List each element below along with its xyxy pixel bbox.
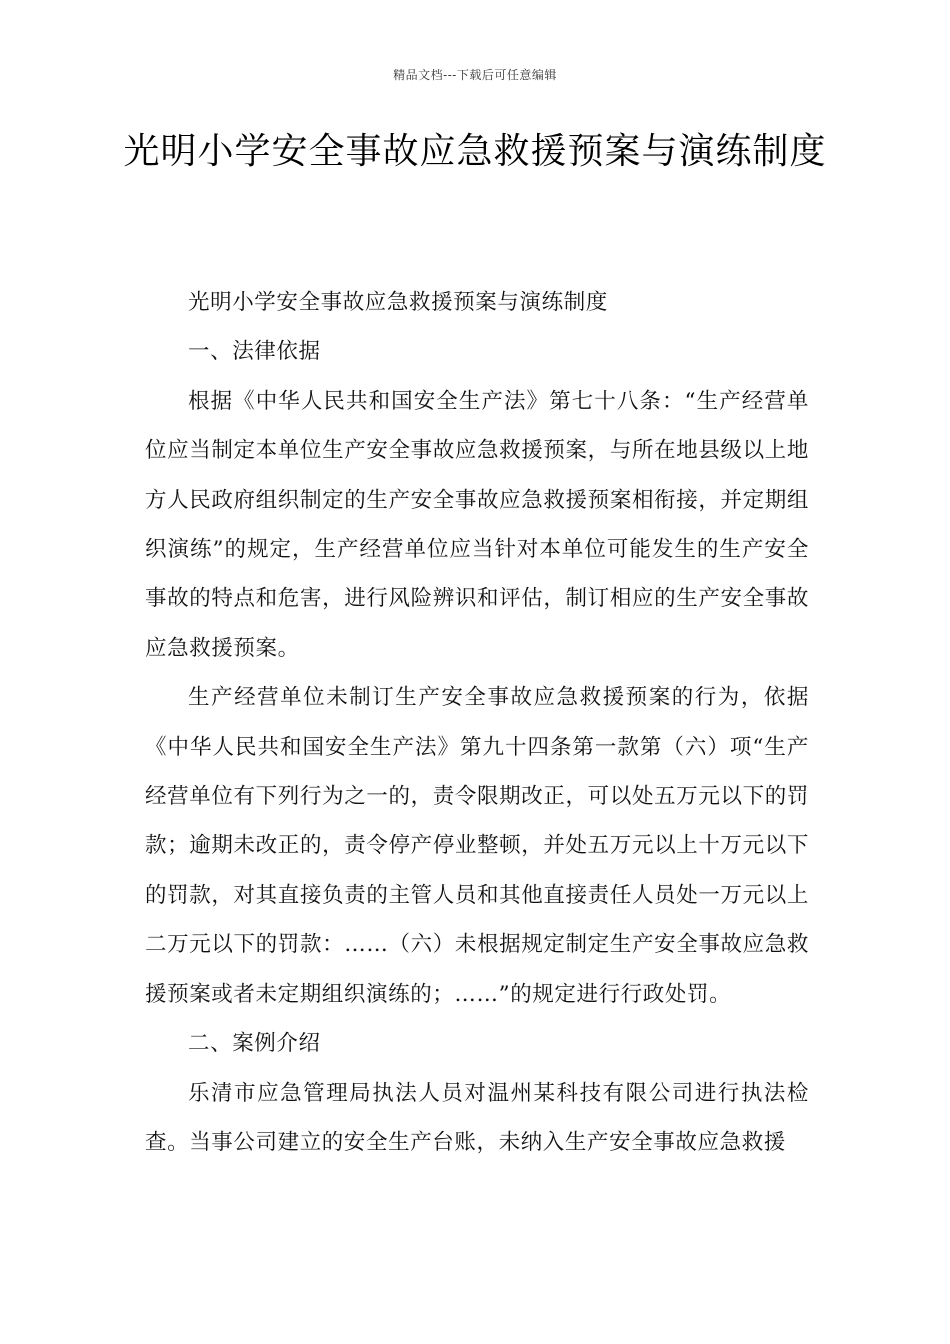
paragraph-case-description: 乐清市应急管理局执法人员对温州某科技有限公司进行执法检查。当事公司建立的安全生产台账，未纳入生产安全事故应急救援	[145, 1080, 809, 1155]
paragraph-legal-article-94: 生产经营单位未制订生产安全事故应急救援预案的行为，依据《中华人民共和国安全生产法》第九十四条第一款第（六）项“生产经营单位有下列行为之一的，责令限期改正，可以处五万元以下的罚款；逾期未改正的，责令停产停业整顿，并处五万元以上十万元以下的罚款，对其直接负责的主管人员和其他直接责任人员处一万元以上二万元以下的罚款：……（六）未根据规定制定生产安全事故应急救援预案或者未定期组织演练的；……”的规定进行行政处罚。	[145, 685, 809, 1007]
paragraph-legal-article-78: 根据《中华人民共和国安全生产法》第七十八条：“生产经营单位应当制定本单位生产安全事故应急救援预案，与所在地县级以上地方人民政府组织制定的生产安全事故应急救援预案相衔接，并定期组织演练”的规定，生产经营单位应当针对本单位可能发生的生产安全事故的特点和危害，进行风险辨识和评估，制订相应的生产安全事故应急救援预案。	[145, 388, 809, 661]
section-heading-legal-basis: 一、法律依据	[188, 339, 321, 365]
paragraph-subtitle: 光明小学安全事故应急救援预案与演练制度	[188, 290, 608, 315]
document-title: 光明小学安全事故应急救援预案与演练制度	[123, 131, 827, 172]
header-note: 精品文档---下载后可任意编辑	[393, 68, 557, 82]
document-body	[145, 278, 809, 1167]
section-heading-case-intro: 二、案例介绍	[188, 1031, 321, 1057]
